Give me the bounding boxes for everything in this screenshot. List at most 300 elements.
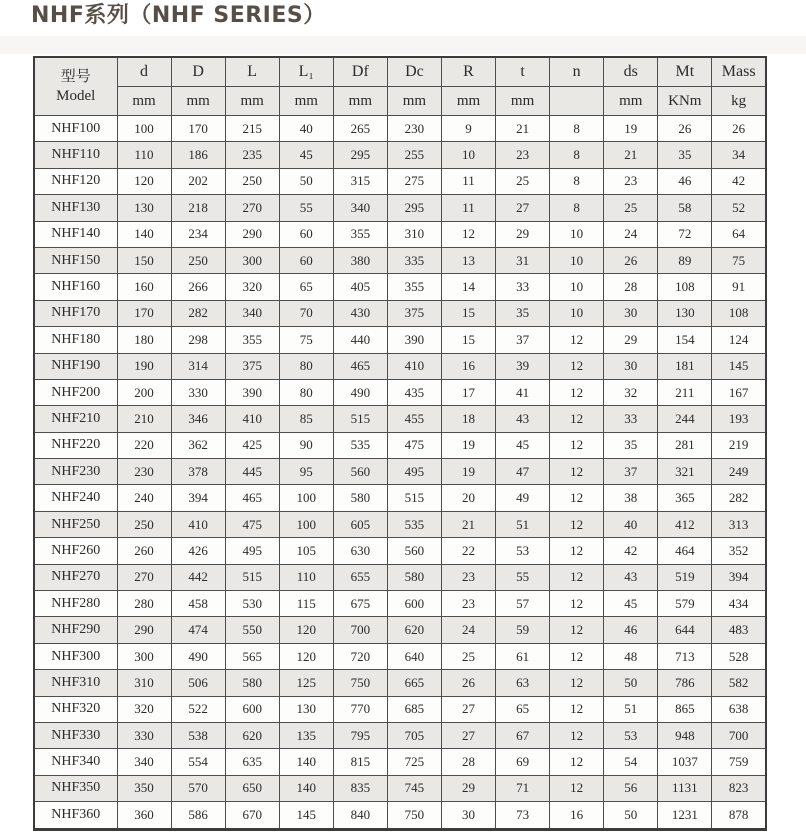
cell-ds: 40 [604,511,658,537]
cell-L1: 110 [279,564,333,590]
cell-n: 8 [550,142,604,168]
col-unit-L1: mm [279,87,333,116]
cell-D: 266 [171,274,225,300]
cell-Mt: 713 [658,643,712,669]
cell-Dc: 295 [387,195,441,221]
cell-Df: 440 [333,327,387,353]
cell-Dc: 435 [387,379,441,405]
cell-L1: 70 [279,300,333,326]
cell-t: 65 [496,696,550,722]
cell-Df: 355 [333,221,387,247]
cell-ds: 50 [604,670,658,696]
col-unit-L: mm [225,87,279,116]
table-body [34,116,766,830]
cell-R: 11 [441,168,495,194]
cell-t: 59 [496,617,550,643]
cell-n: 8 [550,168,604,194]
table-row [34,168,766,194]
cell-ds: 56 [604,775,658,801]
cell-R: 25 [441,643,495,669]
cell-n: 10 [550,247,604,273]
cell-D: 186 [171,142,225,168]
cell-L: 580 [225,670,279,696]
table-row [34,511,766,537]
cell-model: NHF320 [34,696,117,722]
header-unit-row [34,87,766,116]
cell-Mt: 412 [658,511,712,537]
cell-t: 33 [496,274,550,300]
cell-t: 73 [496,802,550,829]
cell-model: NHF200 [34,379,117,405]
cell-ds: 37 [604,459,658,485]
cell-L1: 50 [279,168,333,194]
cell-L: 495 [225,538,279,564]
cell-D: 314 [171,353,225,379]
cell-Mass: 75 [712,247,766,273]
cell-ds: 32 [604,379,658,405]
cell-Mt: 35 [658,142,712,168]
cell-Df: 700 [333,617,387,643]
cell-L: 475 [225,511,279,537]
cell-R: 28 [441,749,495,775]
cell-L: 250 [225,168,279,194]
cell-Mass: 249 [712,459,766,485]
cell-ds: 28 [604,274,658,300]
cell-L: 635 [225,749,279,775]
cell-Df: 315 [333,168,387,194]
table-header [34,57,766,116]
cell-d: 320 [117,696,171,722]
cell-R: 30 [441,802,495,829]
cell-t: 21 [496,116,550,142]
cell-d: 150 [117,247,171,273]
cell-ds: 54 [604,749,658,775]
cell-Dc: 580 [387,564,441,590]
cell-Dc: 455 [387,406,441,432]
cell-Df: 535 [333,432,387,458]
col-header-d: d [117,57,171,87]
col-unit-t: mm [496,87,550,116]
cell-t: 63 [496,670,550,696]
cell-Df: 835 [333,775,387,801]
cell-L: 425 [225,432,279,458]
cell-Dc: 410 [387,353,441,379]
cell-L: 375 [225,353,279,379]
cell-Mass: 528 [712,643,766,669]
cell-t: 27 [496,195,550,221]
cell-n: 8 [550,195,604,221]
cell-model: NHF150 [34,247,117,273]
cell-L: 670 [225,802,279,829]
cell-t: 51 [496,511,550,537]
cell-n: 12 [550,511,604,537]
cell-Mass: 193 [712,406,766,432]
cell-t: 41 [496,379,550,405]
cell-ds: 30 [604,300,658,326]
cell-Mt: 865 [658,696,712,722]
cell-d: 360 [117,802,171,829]
table-row [34,696,766,722]
cell-L: 565 [225,643,279,669]
cell-Mass: 638 [712,696,766,722]
cell-model: NHF130 [34,195,117,221]
cell-L: 300 [225,247,279,273]
cell-Mass: 124 [712,327,766,353]
cell-L1: 140 [279,749,333,775]
cell-d: 180 [117,327,171,353]
cell-Mass: 282 [712,485,766,511]
cell-Mt: 365 [658,485,712,511]
table-row [34,327,766,353]
cell-D: 426 [171,538,225,564]
cell-L: 290 [225,221,279,247]
cell-model: NHF270 [34,564,117,590]
cell-n: 12 [550,406,604,432]
cell-d: 300 [117,643,171,669]
cell-n: 12 [550,538,604,564]
cell-model: NHF210 [34,406,117,432]
cell-n: 12 [550,379,604,405]
table-row [34,247,766,273]
cell-L1: 65 [279,274,333,300]
cell-ds: 51 [604,696,658,722]
cell-Dc: 745 [387,775,441,801]
cell-L1: 135 [279,722,333,748]
col-unit-Dc: mm [387,87,441,116]
cell-R: 18 [441,406,495,432]
cell-L1: 100 [279,511,333,537]
cell-Mass: 26 [712,116,766,142]
cell-Mass: 219 [712,432,766,458]
cell-L1: 100 [279,485,333,511]
cell-model: NHF340 [34,749,117,775]
cell-model: NHF110 [34,142,117,168]
cell-Mass: 823 [712,775,766,801]
cell-Dc: 750 [387,802,441,829]
cell-model: NHF300 [34,643,117,669]
cell-Df: 265 [333,116,387,142]
cell-R: 15 [441,300,495,326]
model-column-header [34,57,117,116]
cell-Df: 675 [333,591,387,617]
cell-Df: 405 [333,274,387,300]
cell-D: 474 [171,617,225,643]
cell-ds: 33 [604,406,658,432]
table-row [34,564,766,590]
cell-d: 110 [117,142,171,168]
cell-n: 12 [550,775,604,801]
cell-L1: 85 [279,406,333,432]
cell-n: 12 [550,643,604,669]
cell-model: NHF120 [34,168,117,194]
col-unit-Df: mm [333,87,387,116]
cell-L: 320 [225,274,279,300]
cell-D: 250 [171,247,225,273]
cell-L: 215 [225,116,279,142]
cell-d: 170 [117,300,171,326]
cell-ds: 35 [604,432,658,458]
cell-L1: 130 [279,696,333,722]
header-name-row [34,57,766,87]
cell-model: NHF100 [34,116,117,142]
cell-d: 350 [117,775,171,801]
cell-d: 260 [117,538,171,564]
cell-D: 458 [171,591,225,617]
cell-D: 298 [171,327,225,353]
cell-d: 120 [117,168,171,194]
table-row [34,142,766,168]
table-row [34,379,766,405]
cell-Mt: 786 [658,670,712,696]
cell-D: 282 [171,300,225,326]
cell-ds: 25 [604,195,658,221]
cell-t: 67 [496,722,550,748]
cell-L: 340 [225,300,279,326]
col-header-D: D [171,57,225,87]
cell-t: 45 [496,432,550,458]
cell-ds: 43 [604,564,658,590]
col-header-R: R [441,57,495,87]
cell-t: 29 [496,221,550,247]
cell-d: 250 [117,511,171,537]
cell-L1: 140 [279,775,333,801]
cell-model: NHF240 [34,485,117,511]
cell-Dc: 310 [387,221,441,247]
cell-R: 11 [441,195,495,221]
cell-L: 355 [225,327,279,353]
cell-Mt: 154 [658,327,712,353]
cell-Mass: 108 [712,300,766,326]
cell-D: 170 [171,116,225,142]
col-unit-Mass: kg [712,87,766,116]
cell-R: 17 [441,379,495,405]
cell-d: 310 [117,670,171,696]
cell-Df: 515 [333,406,387,432]
cell-D: 522 [171,696,225,722]
cell-ds: 42 [604,538,658,564]
cell-D: 506 [171,670,225,696]
cell-ds: 53 [604,722,658,748]
cell-L: 270 [225,195,279,221]
table-row [34,353,766,379]
cell-L1: 115 [279,591,333,617]
cell-Mt: 1231 [658,802,712,829]
cell-L1: 80 [279,353,333,379]
cell-Mt: 281 [658,432,712,458]
cell-t: 55 [496,564,550,590]
cell-Mass: 52 [712,195,766,221]
cell-R: 19 [441,432,495,458]
cell-L1: 120 [279,617,333,643]
table-row [34,432,766,458]
cell-Df: 430 [333,300,387,326]
table-row [34,459,766,485]
cell-n: 12 [550,722,604,748]
cell-D: 234 [171,221,225,247]
cell-d: 340 [117,749,171,775]
cell-model: NHF170 [34,300,117,326]
table-row [34,116,766,142]
cell-d: 160 [117,274,171,300]
cell-Dc: 475 [387,432,441,458]
cell-model: NHF280 [34,591,117,617]
cell-model: NHF330 [34,722,117,748]
cell-n: 12 [550,432,604,458]
cell-Dc: 560 [387,538,441,564]
cell-model: NHF140 [34,221,117,247]
cell-L: 600 [225,696,279,722]
cell-n: 12 [550,617,604,643]
cell-R: 15 [441,327,495,353]
cell-Mt: 948 [658,722,712,748]
table-row [34,300,766,326]
cell-D: 218 [171,195,225,221]
cell-Dc: 600 [387,591,441,617]
cell-Df: 380 [333,247,387,273]
cell-Mt: 26 [658,116,712,142]
col-unit-R: mm [441,87,495,116]
cell-Df: 840 [333,802,387,829]
col-header-Df: Df [333,57,387,87]
cell-L: 410 [225,406,279,432]
cell-D: 330 [171,379,225,405]
cell-t: 57 [496,591,550,617]
cell-L: 650 [225,775,279,801]
cell-Df: 770 [333,696,387,722]
cell-Dc: 495 [387,459,441,485]
cell-L1: 95 [279,459,333,485]
cell-Dc: 535 [387,511,441,537]
cell-D: 538 [171,722,225,748]
table-row [34,274,766,300]
cell-R: 23 [441,591,495,617]
cell-model: NHF310 [34,670,117,696]
nhf-series-table [33,56,767,831]
cell-n: 12 [550,670,604,696]
cell-t: 39 [496,353,550,379]
table-row [34,195,766,221]
cell-R: 21 [441,511,495,537]
cell-Dc: 230 [387,116,441,142]
cell-D: 586 [171,802,225,829]
table-row [34,617,766,643]
col-unit-ds: mm [604,87,658,116]
table-row [34,722,766,748]
cell-L: 390 [225,379,279,405]
cell-Mt: 46 [658,168,712,194]
cell-Dc: 705 [387,722,441,748]
cell-ds: 38 [604,485,658,511]
cell-Mass: 582 [712,670,766,696]
cell-t: 31 [496,247,550,273]
cell-Df: 815 [333,749,387,775]
cell-L1: 40 [279,116,333,142]
cell-n: 12 [550,696,604,722]
cell-Df: 580 [333,485,387,511]
cell-n: 12 [550,485,604,511]
table-row [34,802,766,829]
cell-Mt: 181 [658,353,712,379]
cell-D: 570 [171,775,225,801]
cell-L1: 90 [279,432,333,458]
table-row [34,221,766,247]
cell-Df: 630 [333,538,387,564]
cell-Mass: 700 [712,722,766,748]
cell-Df: 605 [333,511,387,537]
cell-Mt: 519 [658,564,712,590]
col-header-Mt: Mt [658,57,712,87]
cell-Df: 340 [333,195,387,221]
cell-L1: 120 [279,643,333,669]
cell-L1: 145 [279,802,333,829]
cell-n: 12 [550,591,604,617]
cell-model: NHF290 [34,617,117,643]
cell-D: 490 [171,643,225,669]
cell-Df: 795 [333,722,387,748]
cell-Mass: 483 [712,617,766,643]
cell-R: 22 [441,538,495,564]
cell-Dc: 620 [387,617,441,643]
col-header-Mass: Mass [712,57,766,87]
cell-Mt: 89 [658,247,712,273]
cell-t: 37 [496,327,550,353]
cell-n: 10 [550,221,604,247]
table-row [34,485,766,511]
cell-t: 23 [496,142,550,168]
cell-t: 53 [496,538,550,564]
cell-d: 200 [117,379,171,405]
cell-n: 12 [550,749,604,775]
cell-Dc: 375 [387,300,441,326]
cell-Df: 750 [333,670,387,696]
cell-R: 23 [441,564,495,590]
cell-ds: 19 [604,116,658,142]
cell-model: NHF260 [34,538,117,564]
cell-Mass: 434 [712,591,766,617]
cell-L1: 80 [279,379,333,405]
cell-Dc: 335 [387,247,441,273]
cell-R: 24 [441,617,495,643]
cell-Dc: 665 [387,670,441,696]
table-row [34,749,766,775]
cell-d: 190 [117,353,171,379]
scan-artifact-band [0,36,806,54]
cell-n: 12 [550,564,604,590]
cell-ds: 29 [604,327,658,353]
cell-Mt: 579 [658,591,712,617]
cell-ds: 26 [604,247,658,273]
cell-d: 100 [117,116,171,142]
cell-Mt: 464 [658,538,712,564]
cell-d: 140 [117,221,171,247]
cell-L1: 60 [279,247,333,273]
cell-D: 442 [171,564,225,590]
cell-Df: 560 [333,459,387,485]
cell-Mt: 72 [658,221,712,247]
col-header-Dc: Dc [387,57,441,87]
table-row [34,670,766,696]
cell-R: 29 [441,775,495,801]
cell-model: NHF250 [34,511,117,537]
cell-L: 515 [225,564,279,590]
cell-d: 240 [117,485,171,511]
cell-D: 410 [171,511,225,537]
cell-R: 10 [441,142,495,168]
cell-L1: 45 [279,142,333,168]
cell-D: 362 [171,432,225,458]
cell-Mt: 644 [658,617,712,643]
cell-L1: 125 [279,670,333,696]
